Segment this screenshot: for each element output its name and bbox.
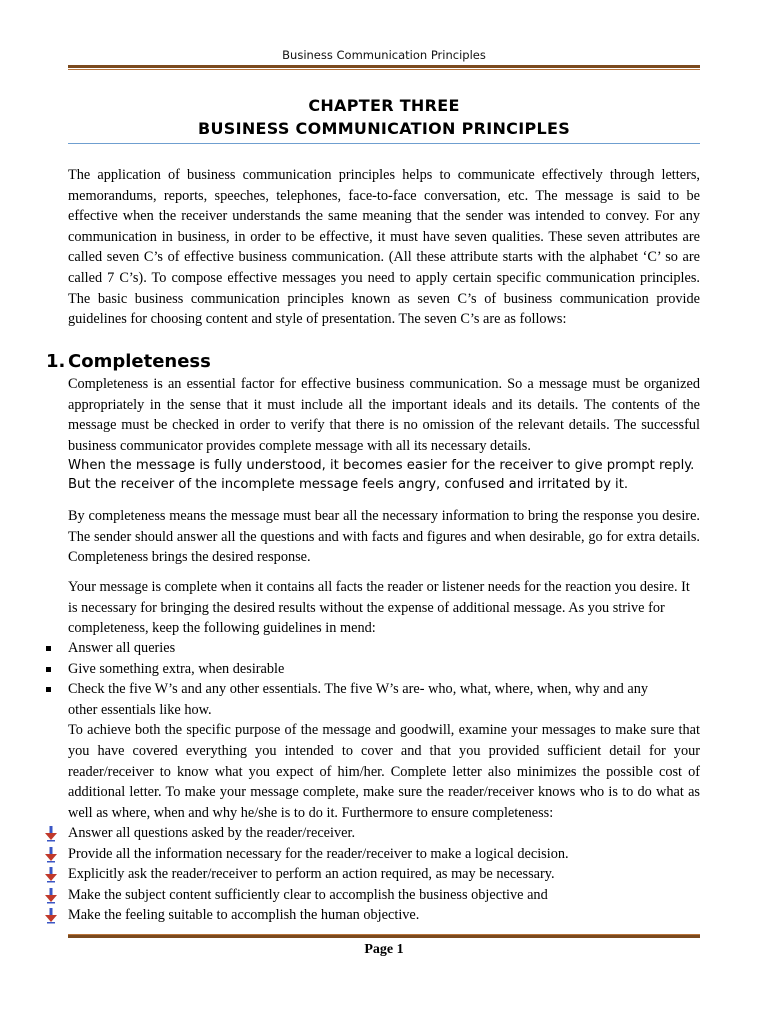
header-rule (68, 65, 700, 70)
running-header: Business Communication Principles (282, 48, 486, 62)
square-bullet-icon (46, 687, 51, 692)
chapter-title (0, 94, 768, 140)
square-bullet-icon (46, 646, 51, 651)
list-item-text: Answer all queries (68, 640, 176, 656)
list-item (68, 659, 700, 680)
list-item (68, 885, 700, 906)
chapter-number: CHAPTER THREE (308, 96, 460, 115)
para1-sans: When the message is fully understood, it becomes easier for the receiver to give prompt reply. But the receiver of the incomplete message feels angry, confused and irritated by it. (68, 458, 695, 493)
list-item (68, 864, 700, 885)
list-item-text: Make the feeling suitable to accomplish the human objective. (68, 907, 420, 924)
list-item (68, 905, 700, 926)
chapter-name: BUSINESS COMMUNICATION PRINCIPLES (197, 119, 571, 138)
list-item (68, 638, 700, 659)
list-item-text: Make the subject content sufficiently clear to accomplish the business objective and (68, 886, 548, 903)
completeness-checklist (68, 823, 700, 926)
list-item-text: Check the five W’s and any other essentials. The five W’s are- who, what, where, when, why and any other essentials like how. (68, 681, 649, 718)
guidelines-list (68, 638, 700, 823)
down-arrow-bullet-icon (44, 844, 58, 864)
square-bullet-icon (46, 667, 51, 672)
section-number: 1. (46, 351, 66, 372)
section-heading-completeness (46, 350, 211, 374)
list-item-text: Answer all questions asked by the reader/receiver. (68, 825, 356, 841)
page-number: Page 1 (364, 942, 404, 957)
completeness-paragraph-3: Your message is complete when it contains all facts the reader or listener needs for the reaction you desire. It is necessary for bringing the desired results without the expense of additional message. As you strive for completeness, keep the following guidelines in mend: (68, 579, 690, 637)
list-item (68, 823, 700, 844)
intro-paragraph: The application of business communication principles helps to communicate effectively through letters, memorandums, reports, speeches, telephones, face-to-face conversation, etc. The message is said to be effective when the receiver understands the same meaning that the sender was intended to convey. For any communication in business, in order to be effective, it must have seven qualities. These seven attributes are called seven C’s of effective business communication. (All these attribute starts with the alphabet ‘C’ so are called 7 C’s). To compose effective messages you need to apply certain specific communication principles. The basic business communication principles known as seven C’s of business communication provide guidelines for choosing content and style of presentation. The seven C’s are as follows: (68, 167, 700, 328)
list-item-text: Give something extra, when desirable (68, 660, 285, 677)
down-arrow-bullet-icon (44, 864, 58, 884)
down-arrow-bullet-icon (44, 905, 58, 925)
completeness-paragraph-1 (68, 374, 700, 494)
list-item-text: Provide all the information necessary for the reader/receiver to make a logical decision. (68, 845, 569, 862)
list-item (68, 844, 700, 865)
para1-serif: Completeness is an essential factor for effective business communication. So a message must be organized appropriately in the sense that it must include all the important ideals and its details. The contents of the message must be checked in order to verify that there is no omission of the relevant details. The successful business communicator provides complete message with all its necessary details. (68, 376, 700, 454)
list-item (68, 679, 700, 720)
down-arrow-bullet-icon (44, 885, 58, 905)
down-arrow-bullet-icon (44, 823, 58, 843)
list-item-text: Explicitly ask the reader/receiver to perform an action required, as may be necessary. (68, 866, 555, 883)
section-title: Completeness (68, 351, 211, 372)
completeness-paragraph-4: To achieve both the specific purpose of the message and goodwill, examine your messages to make sure that you have covered everything you intended to cover and that you provided sufficient detail for your reader/receiver to know what you expect of him/her. Complete letter also minimizes the possible cost of additional letter. To make your message complete, make sure the reader/receiver knows who is to do what as well as where, when and why he/she is to do it. Furthermore to ensure completeness: (68, 722, 700, 821)
title-underline (68, 143, 700, 144)
footer-rule (68, 933, 700, 938)
completeness-paragraph-2: By completeness means the message must bear all the necessary information to bring the response you desire. The sender should answer all the questions and with facts and figures and when desirable, go for extra details. Completeness brings the desired response. (68, 508, 700, 566)
